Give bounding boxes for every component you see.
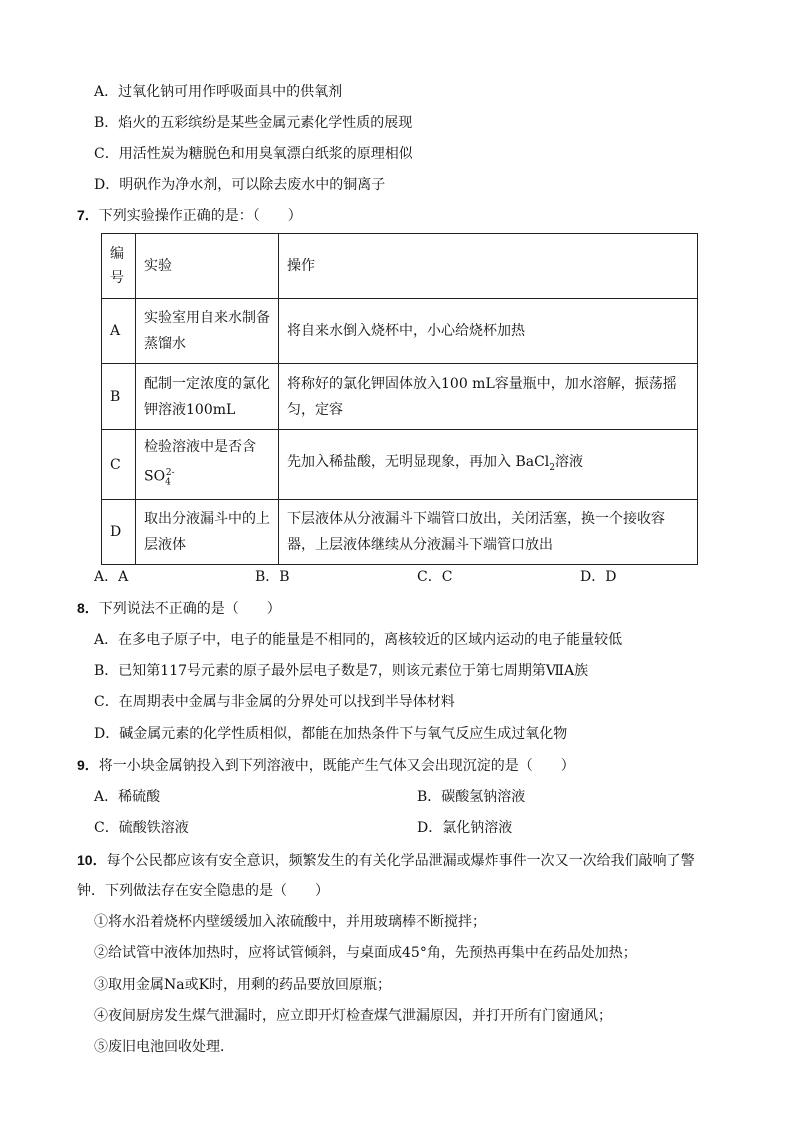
q10-item-3: ③取用金属Na或K时，用剩的药品要放回原瓶；	[94, 977, 392, 993]
row-experiment: 取出分液漏斗中的上层液体	[136, 500, 279, 565]
row-id: D	[102, 500, 136, 565]
q10-stem-line1: 每个公民都应该有安全意识，频繁发生的有关化学品泄漏或爆炸事件一次又一次给我们敲响了警	[106, 853, 695, 869]
q9-option-c: C．硫酸铁溶液	[94, 820, 189, 836]
row-operation: 将称好的氯化钾固体放入100 mL容量瓶中，加水溶解，振荡摇匀，定容	[279, 364, 698, 430]
q9-option-b: B．碳酸氢钠溶液	[417, 789, 526, 805]
q7-option-c: C．C	[417, 569, 453, 585]
q9-question	[77, 755, 575, 776]
row-experiment: 配制一定浓度的氯化钾溶液100mL	[136, 364, 279, 430]
table-row	[102, 364, 698, 430]
row-operation: 先加入稀盐酸，无明显现象，再加入 BaCl$_2$溶液	[279, 430, 698, 500]
q7-table	[101, 233, 698, 565]
q10-item-5: ⑤废旧电池回收处理．	[94, 1039, 234, 1055]
row-experiment: 检验溶液中是否含 $SO_4^{2-}$	[136, 430, 279, 500]
q7-option-d: D．D	[580, 569, 617, 585]
q6-option-b: B．焰火的五彩缤纷是某些金属元素化学性质的展现	[94, 115, 413, 131]
row-experiment: 实验室用自来水制备蒸馏水	[136, 299, 279, 364]
q6-option-c: C．用活性炭为糖脱色和用臭氧漂白纸浆的原理相似	[94, 146, 413, 162]
header-id: 编号	[102, 234, 136, 299]
q7-option-a: A．A	[94, 569, 129, 585]
q7-question	[77, 205, 302, 226]
table-row	[102, 430, 698, 500]
q8-option-a: A．在多电子原子中，电子的能量是不相同的，离核较近的区域内运动的电子能量较低	[94, 632, 623, 648]
q7-number: 7．	[77, 207, 99, 223]
q9-number: 9．	[77, 757, 99, 773]
table-header-row	[102, 234, 698, 299]
q10-question	[77, 850, 695, 871]
q8-question	[77, 598, 281, 619]
q9-option-a: A．稀硫酸	[94, 789, 161, 805]
row-id: A	[102, 299, 136, 364]
q8-option-b: B．已知第117号元素的原子最外层电子数是7，则该元素位于第七周期第ⅦA族	[94, 663, 589, 679]
q6-option-d: D．明矾作为净水剂，可以除去废水中的铜离子	[94, 177, 386, 193]
row-id: C	[102, 430, 136, 500]
q9-stem: 将一小块金属钠投入到下列溶液中，既能产生气体又会出现沉淀的是（ ）	[98, 758, 575, 774]
header-operation: 操作	[279, 234, 698, 299]
q8-stem: 下列说法不正确的是（ ）	[98, 601, 281, 617]
row-operation: 下层液体从分液漏斗下端管口放出，关闭活塞，换一个接收容器，上层液体继续从分液漏斗下端管口放出	[279, 500, 698, 565]
table-row	[102, 299, 698, 364]
row-id: B	[102, 364, 136, 430]
q6-option-a: A．过氧化钠可用作呼吸面具中的供氧剂	[94, 84, 343, 100]
q7-stem: 下列实验操作正确的是：（ ）	[98, 208, 302, 224]
q9-option-d: D．氯化钠溶液	[417, 820, 513, 836]
q8-option-c: C．在周期表中金属与非金属的分界处可以找到半导体材料	[94, 694, 455, 710]
q10-item-2: ②给试管中液体加热时，应将试管倾斜，与桌面成45°角，先预热再集中在药品处加热；	[94, 945, 637, 961]
q10-item-4: ④夜间厨房发生煤气泄漏时，应立即开灯检查煤气泄漏原因，并打开所有门窗通风；	[94, 1008, 612, 1024]
header-experiment: 实验	[136, 234, 279, 299]
q8-number: 8．	[77, 600, 99, 616]
row-operation: 将自来水倒入烧杯中，小心给烧杯加热	[279, 299, 698, 364]
q7-option-b: B．B	[255, 569, 290, 585]
q10-item-1: ①将水沿着烧杯内壁缓缓加入浓硫酸中，并用玻璃棒不断搅拌；	[94, 914, 486, 930]
q8-option-d: D．碱金属元素的化学性质相似，都能在加热条件下与氧气反应生成过氧化物	[94, 726, 568, 742]
q10-stem-line2: 钟．下列做法存在安全隐患的是（ ）	[77, 883, 329, 899]
table-row	[102, 500, 698, 565]
q10-number: 10．	[77, 852, 107, 868]
